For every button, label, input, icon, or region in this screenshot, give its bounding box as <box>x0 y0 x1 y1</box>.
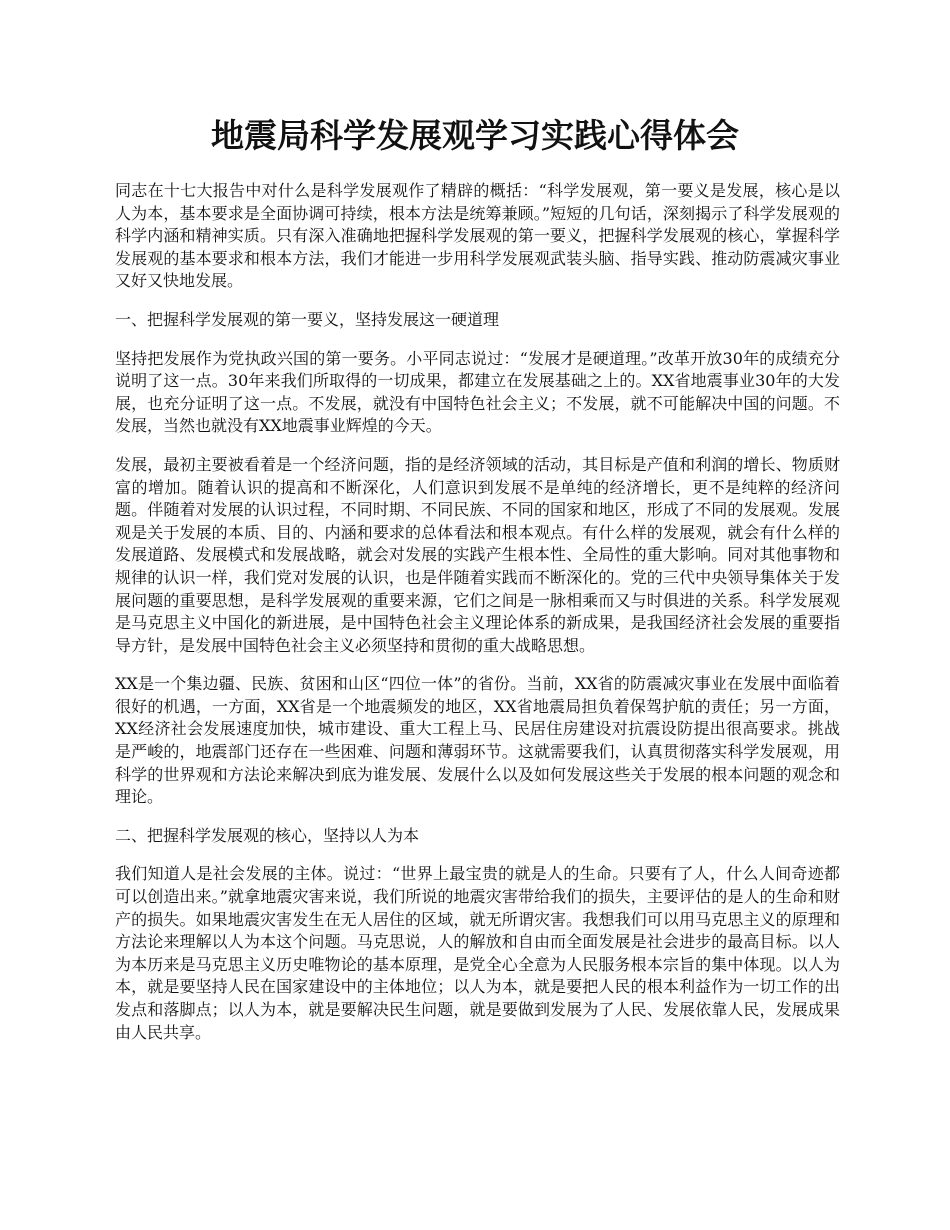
section-heading-2: 二、把握科学发展观的核心，坚持以人为本 <box>115 825 420 845</box>
paragraph-people-oriented: 我们知道人是社会发展的主体。说过：“世界上最宝贵的就是人的生命。只要有了人，什么人间奇迹都可以创造出来。”就拿地震灾害来说，我们所说的地震灾害带给我们的损失，主要评估的是人的生命和财产的损失。如果地震灾害发生在无人居住的区域，就无所谓灾害。我想我们可以用马克思主义的原理和方法论来理解以人为本这个问题。马克思说，人的解放和自由而全面发展是社会进步的最高目标。以人为本历来是马克思主义历史唯物论的基本原理，是党全心全意为人民服务根本宗旨的集中体现。以人为本，就是要坚持人民在国家建设中的主体地位；以人为本，就是要把人民的根本利益作为一切工作的出发点和落脚点；以人为本，就是要解决民生问题，就是要做到发展为了人民、发展依靠人民，发展成果由人民共享。 <box>115 864 840 1042</box>
paragraph-development-concept: 发展，最初主要被看着是一个经济问题，指的是经济领域的活动，其目标是产值和利润的增长、物质财富的增加。随着认识的提高和不断深化，人们意识到发展不是单纯的经济增长，更不是纯粹的经济问题。伴随着对发展的认识过程，不同时期、不同民族、不同的国家和地区，形成了不同的发展观。发展观是关于发展的本质、目的、内涵和要求的总体看法和根本观点。有什么样的发展观，就会有什么样的发展道路、发展模式和发展战略，就会对发展的实践产生根本性、全局性的重大影响。同对其他事物和规律的认识一样，我们党对发展的认识，也是伴随着实践而不断深化的。党的三代中央领导集体关于发展问题的重要思想，是科学发展观的重要来源，它们之间是一脉相乘而又与时俱进的关系。科学发展观是马克思主义中国化的新进展，是中国特色社会主义理论体系的新成果，是我国经济社会发展的重要指导方针，是发展中国特色社会主义必须坚持和贯彻的重大战略思想。 <box>115 454 840 655</box>
paragraph-development-priority: 坚持把发展作为党执政兴国的第一要务。小平同志说过：“发展才是硬道理。”改革开放30年的成绩充分说明了这一点。30年来我们所取得的一切成果，都建立在发展基础之上的。XX省地震事业30年的大发展，也充分证明了这一点。不发展，就没有中国特色社会主义；不发展，就不可能解决中国的问题。不发展，当然也就没有XX地震事业辉煌的今天。 <box>115 348 840 436</box>
document-body <box>115 180 840 1060</box>
document-title: 地震局科学发展观学习实践心得体会 <box>211 116 739 155</box>
paragraph-province-situation: XX是一个集边疆、民族、贫困和山区“四位一体”的省份。当前，XX省的防震减灾事业在发展中面临着很好的机遇，一方面，XX省是一个地震频发的地区，XX省地震局担负着保驾护航的责任；另一方面，XX经济社会发展速度加快，城市建设、重大工程上马、民居住房建设对抗震设防提出很高要求。挑战是严峻的，地震部门还存在一些困难、问题和薄弱环节。这就需要我们，认真贯彻落实科学发展观，用科学的世界观和方法论来解决到底为谁发展、发展什么以及如何发展这些关于发展的根本问题的观念和理论。 <box>115 674 840 807</box>
paragraph-intro: 同志在十七大报告中对什么是科学发展观作了精辟的概括：“科学发展观，第一要义是发展，核心是以人为本，基本要求是全面协调可持续，根本方法是统筹兼顾。”短短的几句话，深刻揭示了科学发展观的科学内涵和精神实质。只有深入准确地把握科学发展观的第一要义，把握科学发展观的核心，掌握科学发展观的基本要求和根本方法，我们才能进一步用科学发展观武装头脑、指导实践、推动防震减灾事业又好又快地发展。 <box>115 181 840 291</box>
section-heading-1: 一、把握科学发展观的第一要义，坚持发展这一硬道理 <box>115 309 500 329</box>
